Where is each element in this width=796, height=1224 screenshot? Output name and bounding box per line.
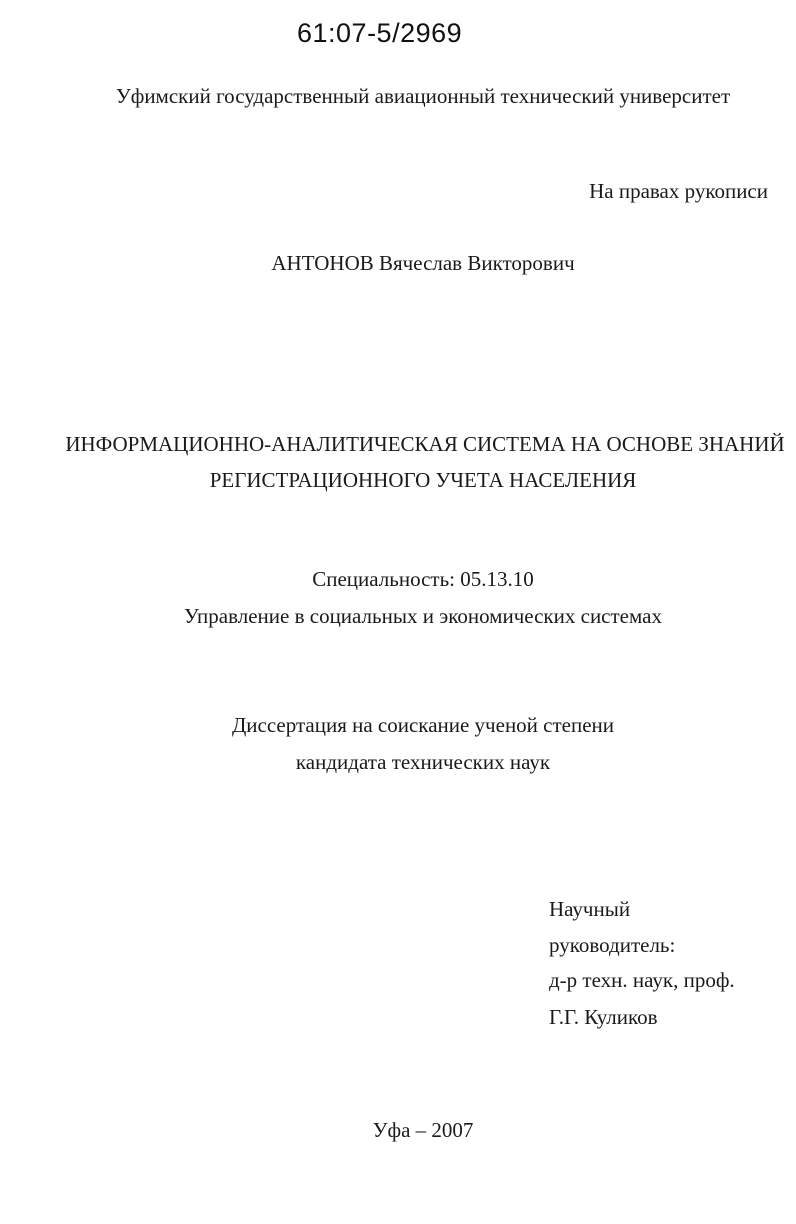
city-year: Уфа – 2007: [372, 1118, 474, 1142]
dissertation-line-1: Диссертация на соискание ученой степени: [231, 713, 615, 737]
thesis-title-line-2: РЕГИСТРАЦИОННОГО УЧЕТА НАСЕЛЕНИЯ: [209, 468, 637, 492]
rights-notice: На правах рукописи: [589, 179, 768, 203]
thesis-title-line-1: ИНФОРМАЦИОННО-АНАЛИТИЧЕСКАЯ СИСТЕМА НА ОСНОВЕ ЗНАНИЙ: [65, 432, 785, 456]
archive-stamp-number: 61:07-5/2969: [297, 18, 463, 48]
specialty-code: Специальность: 05.13.10: [312, 567, 534, 591]
university-name: Уфимский государственный авиационный технический университет: [115, 84, 731, 108]
author-name: АНТОНОВ Вячеслав Викторович: [271, 251, 575, 275]
specialty-name: Управление в социальных и экономических системах: [184, 604, 662, 628]
supervisor-line-1: Научный: [549, 897, 631, 921]
supervisor-line-2: руководитель:: [549, 933, 676, 957]
supervisor-degree: д-р техн. наук, проф.: [549, 968, 735, 992]
supervisor-name: Г.Г. Куликов: [549, 1005, 658, 1029]
dissertation-line-2: кандидата технических наук: [295, 750, 551, 774]
